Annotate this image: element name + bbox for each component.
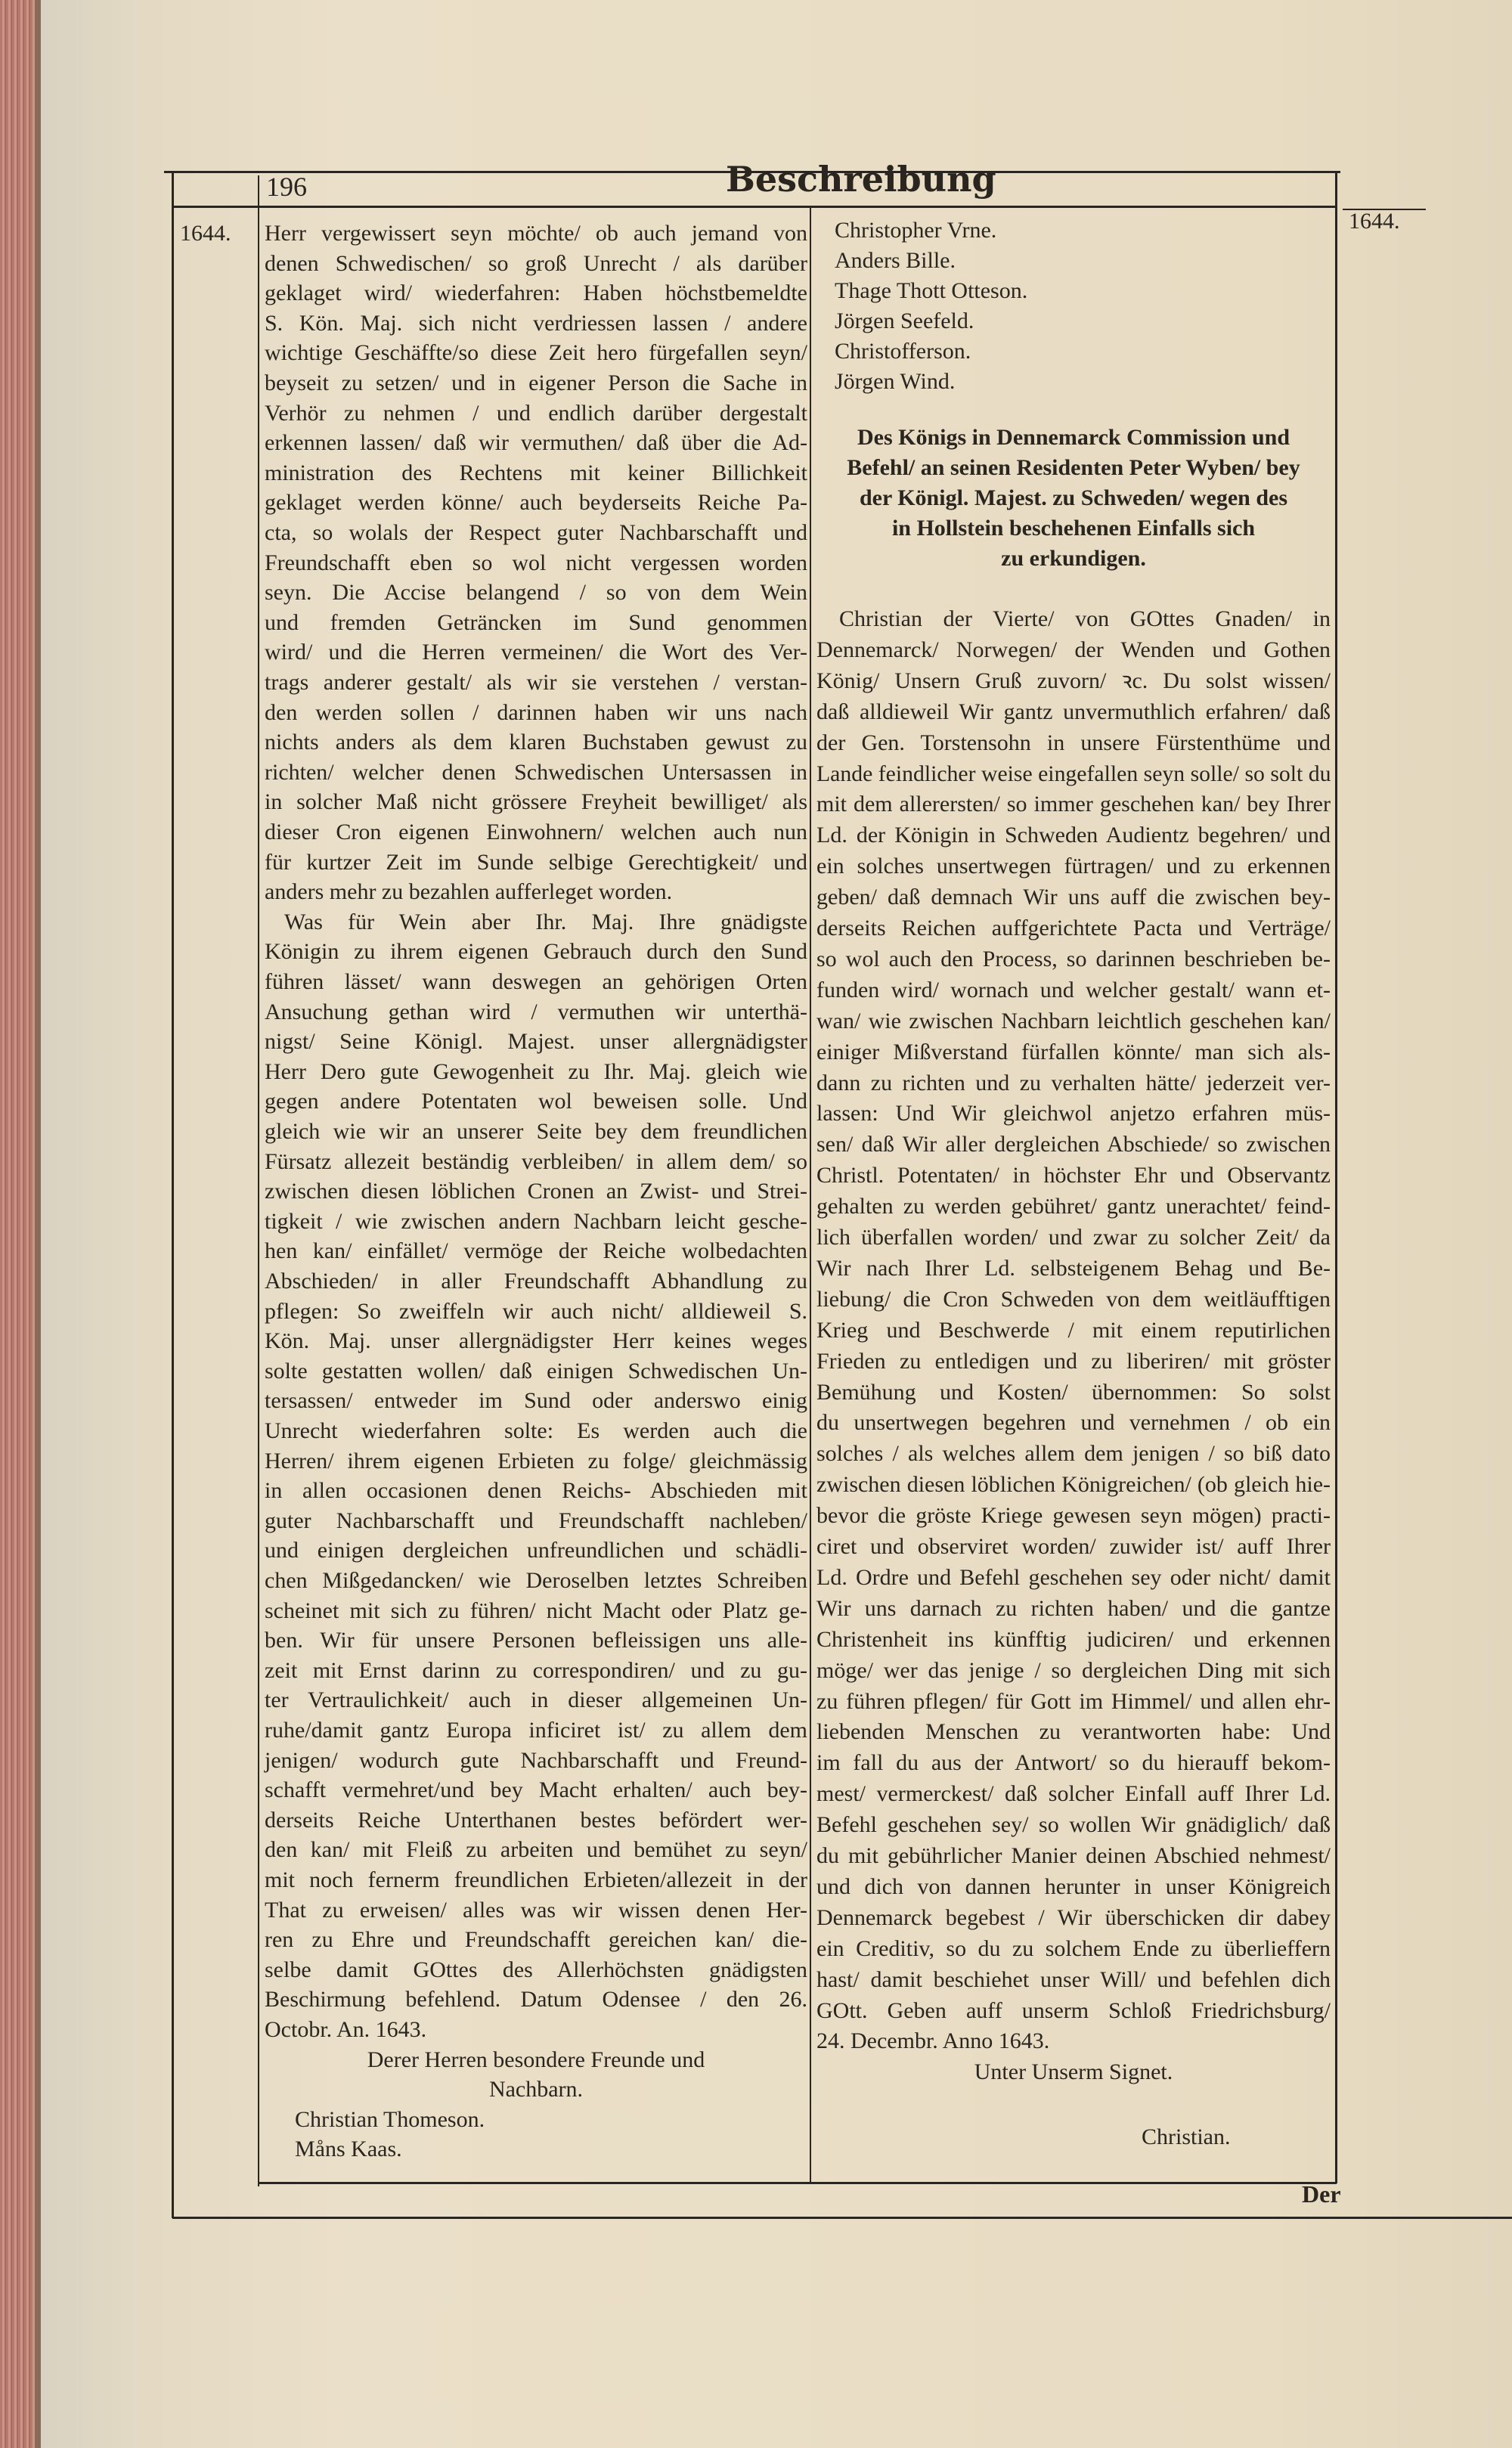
body-text-line: Octobr. An. 1643. xyxy=(265,2017,427,2042)
signatory-name: Christopher Vrne. xyxy=(835,218,997,243)
body-text-line: guter Nachbarschafft und Freundschafft nachleben/ xyxy=(265,1508,807,1533)
body-text-line: hast/ damit beschiehet unser Will/ und befehlen dich xyxy=(816,1966,1331,1992)
body-text-line: lich überfallen worden/ und zwar zu solcher Zeit/ da xyxy=(816,1225,1331,1250)
body-text-line: den werden sollen / darinnen haben wir uns nach xyxy=(265,699,807,725)
body-text-line: solches / als welches allem dem jenigen / so biß dato xyxy=(816,1441,1331,1467)
body-text-line: erkennen lassen/ daß wir vermuthen/ daß über die Ad- xyxy=(265,430,807,456)
body-text-line: selbe damit GOttes des Allerhöchsten gnädigsten xyxy=(265,1957,807,1982)
body-text-line: wird/ und die Herren vermeinen/ die Wort des Ver- xyxy=(265,640,807,665)
body-text-line: zu führen pflegen/ für Gott im Himmel/ und allen ehr- xyxy=(816,1688,1331,1714)
body-text-line: Dennemarck begebest / Wir überschicken dir dabey xyxy=(816,1904,1331,1930)
body-text-line: hen kan/ einfället/ vermöge der Reiche wolbedachten xyxy=(265,1238,807,1264)
body-text-line: wichtige Geschäffte/so diese Zeit hero fürgefallen seyn/ xyxy=(265,340,807,366)
body-text-line: Bemühung und Kosten/ übernommen: So solst xyxy=(816,1379,1331,1405)
body-text-line: wan/ wie zwischen Nachbarn leichtlich geschehen kan/ xyxy=(816,1008,1331,1033)
body-text-line: Frieden zu entledigen und zu liberiren/ mit gröster xyxy=(816,1348,1331,1374)
body-text-line: Herr vergewissert seyn möchte/ ob auch jemand von xyxy=(265,221,807,246)
section-heading-line: zu erkundigen. xyxy=(1001,546,1146,571)
body-text-line: ter Vertraulichkeit/ auch in dieser allgemeinen Un- xyxy=(265,1687,807,1713)
right-column xyxy=(816,0,1331,2192)
body-text-line: liebung/ die Cron Schweden von dem weitläufftigen xyxy=(816,1286,1331,1312)
body-text-line: ein solches unsertwegen fürtragen/ und zu erkennen xyxy=(816,854,1331,879)
body-text-line: in solcher Maß nicht grössere Freyheit bewilliget/ als xyxy=(265,789,807,815)
seal-line: Unter Unserm Signet. xyxy=(974,2059,1173,2084)
body-text-line: trags anderer gestalt/ als wir sie verstehen / verstan- xyxy=(265,670,807,695)
body-text-line: richten/ welcher denen Schwedischen Untersassen in xyxy=(265,759,807,785)
body-text-line: und einigen dergleichen unfreundlichen und schädli- xyxy=(265,1538,807,1563)
body-text-line: Christl. Potentaten/ in höchster Ehr und Observantz xyxy=(816,1163,1331,1188)
column-divider xyxy=(810,207,811,2183)
body-text-line: S. Kön. Maj. sich nicht verdriessen lassen / andere xyxy=(265,310,807,336)
left-margin-year: 1644. xyxy=(180,221,231,246)
body-text-line: mit noch fernerm freundlichen Erbieten/allezeit in der xyxy=(265,1867,807,1892)
body-text-line: denen Schwedischen/ so groß Unrecht / als darüber xyxy=(265,250,807,276)
running-title: Beschreibung xyxy=(726,159,996,200)
body-text-line: geben/ daß demnach Wir uns auff die zwischen bey- xyxy=(816,885,1331,910)
body-text-line: Herren/ ihrem eigenen Erbieten zu folge/ gleichmässig xyxy=(265,1448,807,1473)
signatory-name: Jörgen Seefeld. xyxy=(835,308,974,333)
body-text-line: seyn. Die Accise belangend / so von dem Wein xyxy=(265,580,807,606)
outer-bottom-rule xyxy=(172,2217,1512,2219)
section-heading-line: Des Königs in Dennemarck Commission und xyxy=(857,425,1290,450)
body-text-line: Beschirmung befehlend. Datum Odensee / den 26. xyxy=(265,1987,807,2013)
body-text-line: sen/ daß Wir aller dergleichen Abschiede/ so zwischen xyxy=(816,1132,1331,1157)
section-heading-line: Befehl/ an seinen Residenten Peter Wyben/ bey xyxy=(847,455,1300,480)
signatory-name: Christofferson. xyxy=(835,339,971,364)
body-text-line: den kan/ mit Fleiß zu arbeiten und bemühet zu seyn/ xyxy=(265,1837,807,1863)
body-text-line: liebenden Menschen zu verantworten habe: Und xyxy=(816,1719,1331,1745)
body-text-line: du mit gebührlicher Manier deinen Abschied nehmest/ xyxy=(816,1843,1331,1868)
body-text-line: beyseit zu setzen/ und in eigener Person die Sache in xyxy=(265,370,807,395)
body-text-line: mit dem allerersten/ so immer geschehen kan/ bey Ihrer xyxy=(816,792,1331,817)
body-text-line: Dennemarck/ Norwegen/ der Wenden und Gothen xyxy=(816,637,1331,662)
body-text-line: ein Creditiv, so du zu solchem Ende zu überlieffern xyxy=(816,1935,1331,1961)
section-heading-line: in Hollstein beschehenen Einfalls sich xyxy=(891,516,1256,541)
body-text-line: ren zu Ehre und Freundschafft gereichen kan/ die- xyxy=(265,1927,807,1953)
body-text-line: schafft vermehret/und bey Macht erhalten/ auch bey- xyxy=(265,1777,807,1803)
body-text-line: Abschieden/ in aller Freundschafft Abhandlung zu xyxy=(265,1269,807,1294)
signatory-name: Anders Bille. xyxy=(835,248,956,273)
body-text-line: anders mehr zu bezahlen aufferleget worden. xyxy=(265,879,673,905)
body-text-line: tigkeit / wie zwischen andern Nachbarn leicht gesche- xyxy=(265,1208,807,1234)
body-text-line: GOtt. Geben auff unserm Schloß Friedrichsburg/ xyxy=(816,1997,1331,2023)
body-text-line: zeit mit Ernst darinn zu correspondiren/ und zu gu- xyxy=(265,1657,807,1683)
body-text-line: ruhe/damit gantz Europa inficiret ist/ zu allem dem xyxy=(265,1718,807,1743)
body-text-line: König/ Unsern Gruß zuvorn/ ꝛc. Du solst wissen/ xyxy=(816,668,1331,693)
body-text-line: Wir uns darnach zu richten haben/ und die gantze xyxy=(816,1595,1331,1621)
body-text-line: Was für Wein aber Ihr. Maj. Ihre gnädigste xyxy=(284,909,807,934)
body-text-line: cta, so wolals der Respect guter Nachbarschafft und xyxy=(265,520,807,545)
catchword: Der xyxy=(1302,2180,1341,2208)
body-text-line: mest/ vermerckest/ daß solcher Einfall auff Ihrer Ld. xyxy=(816,1781,1331,1807)
signatory-name: Christian Thomeson. xyxy=(295,2106,485,2132)
body-text-line: Christenheit ins künfftig judiciren/ und erkennen xyxy=(816,1626,1331,1652)
body-text-line: dann zu richten und zu verhalten hätte/ jederzeit ver- xyxy=(816,1070,1331,1095)
body-text-line: That zu erweisen/ alles was wir wissen denen Her- xyxy=(265,1897,807,1923)
body-text-line: gehalten zu werden gebühret/ gantz unerachtet/ feind- xyxy=(816,1194,1331,1219)
body-text-line: derseits Reichen auffgerichtete Pacta und Verträge/ xyxy=(816,916,1331,940)
body-text-line: Verhör zu nehmen / und endlich darüber dergestalt xyxy=(265,400,807,426)
body-text-line: Kön. Maj. unser allergnädigster Herr keines weges xyxy=(265,1328,807,1354)
book-edge xyxy=(0,0,35,2448)
body-text-line: Unrecht wiederfahren solte: Es werden auch die xyxy=(265,1418,807,1443)
body-text-line: Krieg und Beschwerde / mit einem reputirlichen xyxy=(816,1317,1331,1343)
body-text-line: Lande feindlicher weise eingefallen seyn solle/ so solt du xyxy=(816,761,1331,786)
body-text-line: gleich wie wir an unserer Seite bey dem freundlichen xyxy=(265,1119,807,1144)
body-text-line: dieser Cron eigenen Einwohnern/ welchen auch nun xyxy=(265,820,807,844)
body-text-line: im fall du aus der Antwort/ so du hierauff bekom- xyxy=(816,1750,1331,1776)
page-number: 196 xyxy=(266,172,307,202)
body-text-line: in allen occasionen denen Reichs- Abschieden mit xyxy=(265,1478,807,1504)
body-text-line: Herr Dero gute Gewogenheit zu Ihr. Maj. gleich wie xyxy=(265,1058,807,1084)
body-text-line: der Gen. Torstensohn in unsere Fürstenthüme und xyxy=(816,730,1331,755)
body-text-line: bevor die gröste Kriege gewesen seyn mögen) practi- xyxy=(816,1503,1331,1529)
body-text-line: geklaget wird/ wiederfahren: Haben höchstbemeldte xyxy=(265,280,807,306)
body-text-line: pflegen: So zweiffeln wir auch nicht/ alldieweil S. xyxy=(265,1298,807,1324)
body-text-line: chen Mißgedancken/ wie Deroselben letztes Schreiben xyxy=(265,1568,807,1593)
body-text-line: gegen andere Potentaten wol beweisen solle. Und xyxy=(265,1089,807,1114)
column-right-rule xyxy=(1335,172,1337,2183)
closing-line: Derer Herren besondere Freunde und xyxy=(367,2047,705,2072)
body-text-line: solte gestatten wollen/ daß einigen Schwedischen Un- xyxy=(265,1358,807,1384)
body-text-line: Königin zu ihrem eigenen Gebrauch durch den Sund xyxy=(265,939,807,965)
body-text-line: nigst/ Seine Königl. Majest. unser allergnädigster xyxy=(265,1029,807,1055)
body-text-line: lassen: Und Wir gleichwol anjetzo erfahren müs- xyxy=(816,1101,1331,1126)
body-text-line: 24. Decembr. Anno 1643. xyxy=(816,2028,1050,2054)
body-text-line: tersassen/ entweder im Sund oder anderswo einig xyxy=(265,1388,807,1414)
body-text-line: zwischen diesen löblichen Cronen an Zwist- und Strei- xyxy=(265,1179,807,1204)
body-text-line: Ansuchung gethan wird / vermuthen wir unterthä- xyxy=(265,999,807,1024)
body-text-line: derseits Reiche Unterthanen bestes befördert wer- xyxy=(265,1807,807,1833)
body-text-line: ben. Wir für unsere Personen befleissigen uns alle- xyxy=(265,1628,807,1653)
left-column xyxy=(265,0,807,2192)
body-text-line: für kurtzer Zeit im Sunde selbige Gerechtigkeit/ und xyxy=(265,849,807,875)
body-text-line: Fürsatz allezeit beständig verbleiben/ in allem dem/ so xyxy=(265,1148,807,1174)
body-text-line: Freundschafft eben so wol nicht vergessen worden xyxy=(265,550,807,575)
body-text-line: du unsertwegen begehren und vernehmen / ob ein xyxy=(816,1410,1331,1436)
body-text-line: jenigen/ wodurch gute Nachbarschafft und Freund- xyxy=(265,1747,807,1773)
signatory-name: Måns Kaas. xyxy=(295,2137,402,2162)
body-text-line: Befehl geschehen sey/ so wollen Wir gnädiglich/ daß xyxy=(816,1812,1331,1838)
body-text-line: scheinet mit sich zu führen/ nicht Macht oder Platz ge- xyxy=(265,1597,807,1623)
body-text-line: daß alldieweil Wir gantz unvermuthlich erfahren/ daß xyxy=(816,699,1331,724)
book-gutter xyxy=(35,0,41,2448)
body-text-line: Ld. Ordre und Befehl geschehen sey oder nicht/ damit xyxy=(816,1564,1331,1590)
outer-left-rule xyxy=(172,172,174,2218)
body-text-line: geklaget werden könne/ auch beyderseits Reiche Pa- xyxy=(265,490,807,516)
body-text-line: ciret und observiret worden/ zuwider ist/ auff Ihrer xyxy=(816,1534,1331,1559)
signatory-name: Thage Thott Otteson. xyxy=(835,278,1028,303)
body-text-line: Christian der Vierte/ von GOttes Gnaden/ in xyxy=(839,606,1331,631)
body-text-line: ministration des Rechtens mit keiner Billichkeit xyxy=(265,460,807,485)
section-heading-line: der Königl. Majest. zu Schweden/ wegen des xyxy=(859,485,1288,510)
closing-line: Nachbarn. xyxy=(488,2077,584,2102)
body-text-line: zwischen diesen löblichen Königreichen/ (ob gleich hie- xyxy=(816,1472,1331,1498)
body-text-line: funden wird/ wornach und welcher gestalt/ wann et- xyxy=(816,977,1331,1002)
signatory-name: Jörgen Wind. xyxy=(835,369,956,394)
body-text-line: nichts anders als dem klaren Buchstaben gewust zu xyxy=(265,730,807,755)
body-text-line: Ld. der Königin in Schweden Audientz begehren/ und xyxy=(816,823,1331,848)
body-text-line: Wir nach Ihrer Ld. selbsteigenem Behag und Be- xyxy=(816,1255,1331,1281)
right-margin-year: 1644. xyxy=(1349,209,1400,234)
body-text-line: führen lässet/ wann deswegen an gehörigen Orten xyxy=(265,969,807,994)
signature: Christian. xyxy=(1142,2124,1231,2149)
body-text-line: so wol auch den Process, so darinnen beschrieben be- xyxy=(816,946,1331,971)
column-left-rule xyxy=(258,175,259,2186)
body-text-line: und fremden Geträncken im Sund genommen xyxy=(265,609,807,635)
body-text-line: einiger Mißverstand fürfallen könnte/ man sich als- xyxy=(816,1039,1331,1064)
body-text-line: möge/ wer das jenige / so dergleichen Ding mit sich xyxy=(816,1657,1331,1683)
body-text-line: und dich von dannen herunter in unser Königreich xyxy=(816,1873,1331,1899)
